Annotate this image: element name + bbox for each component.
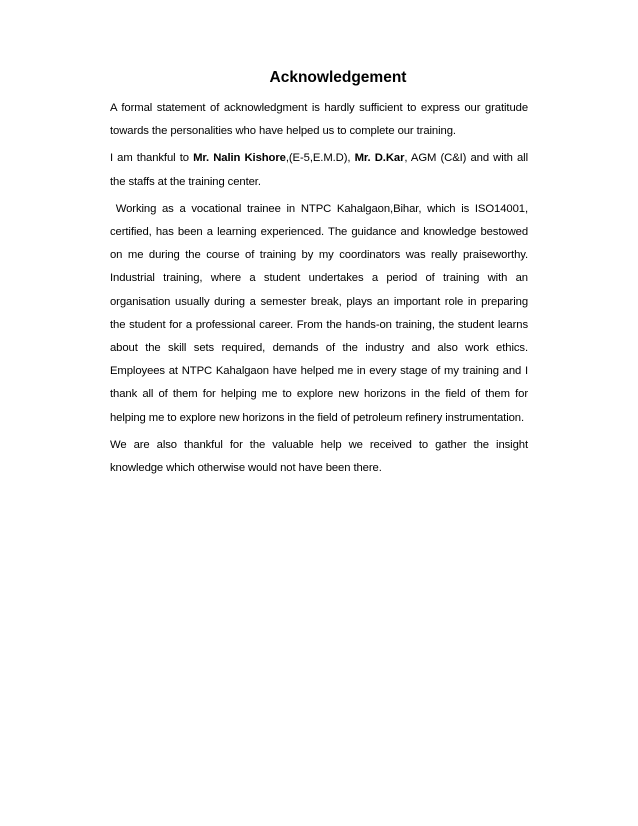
- name-d-kar: Mr. D.Kar: [354, 152, 405, 165]
- page-title: Acknowledgement: [269, 69, 407, 86]
- document-page: [110, 68, 532, 484]
- name-nalin-kishore: Mr. Nalin Kishore: [193, 152, 286, 165]
- paragraph-thanks: [110, 147, 528, 193]
- thanks-text-1: I am thankful to: [110, 152, 194, 165]
- paragraph-closing: We are also thankful for the valuable help we received to gather the insight knowledge which otherwise would not have been there.: [110, 438, 528, 475]
- paragraph-experience: Working as a vocational trainee in NTPC Kahalgaon,Bihar, which is ISO14001, certified, has been a learning experienced. The guidance and knowledge bestowed on me during the course of training by my coordinators was really praiseworthy. Industrial training, where a student undertakes a period of training with an organisation usually during a semester break, plays an important role in preparing the student for a professional career. From the hands-on training, the student learns about the skill sets required, demands of the industry and also work ethics. Employees at NTPC Kahalgaon have helped me in every stage of my training and I thank all of them for helping me to explore new horizons in the field of them for helping me to explore new horizons in the field of petroleum refinery instrumentation.: [110, 202, 532, 424]
- thanks-text-2: ,(E-5,E.M.D),: [285, 152, 355, 165]
- thanks-text-3: , AGM (C&I) and with all the staffs at the training center.: [110, 152, 528, 188]
- paragraph-intro: A formal statement of acknowledgment is hardly sufficient to express our gratitude towards the personalities who have helped us to complete our training.: [110, 102, 528, 138]
